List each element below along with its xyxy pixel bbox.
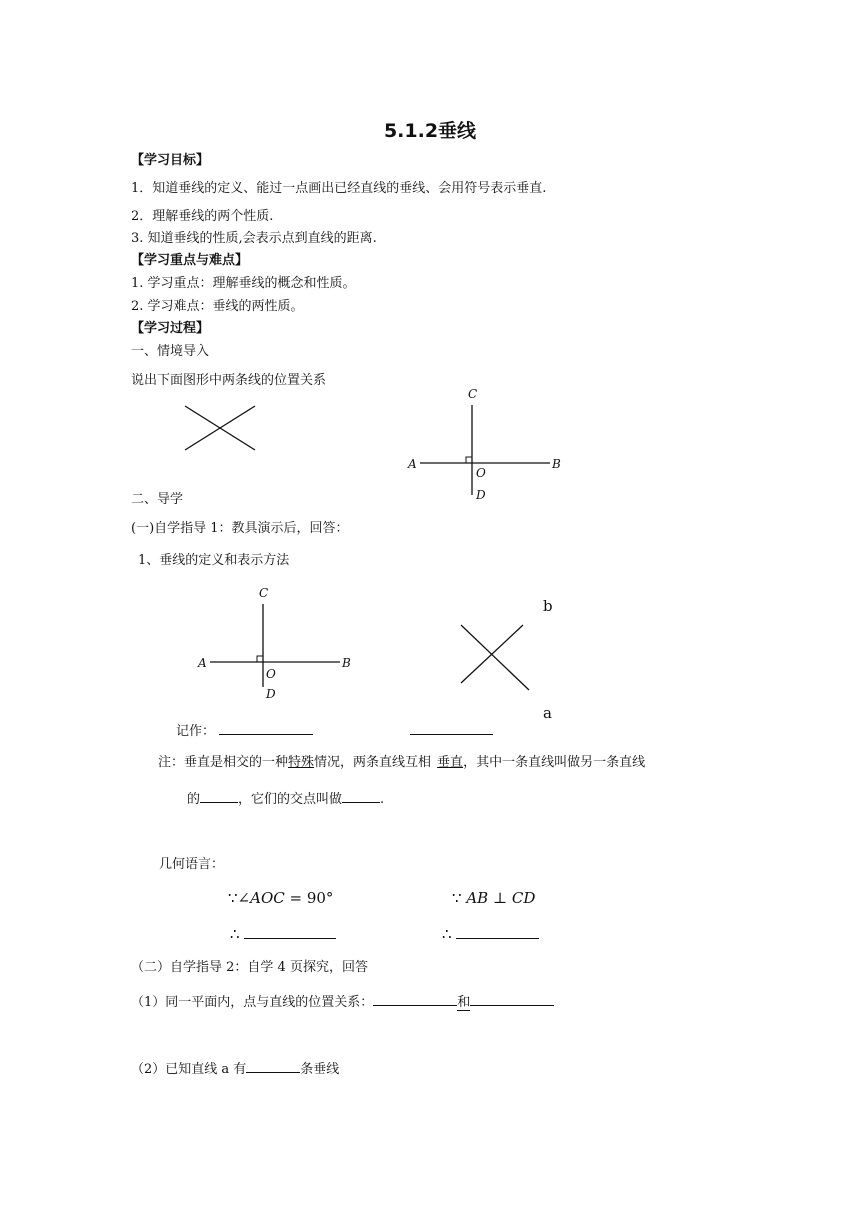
line-cd: CD [511,889,536,907]
question-2-prefix: （2）已知直线 a 有 [131,1062,247,1077]
note-prefix: 注：垂直是相交的一种 [158,755,289,770]
geometry-conclusion-1 [230,925,336,943]
label-line-a: a [543,704,552,722]
geometry-label: 几何语言： [159,857,225,872]
notation-blank-2[interactable] [410,722,493,735]
label-c: C [468,387,478,401]
because-symbol: ∵ [228,889,238,907]
note-line-1 [158,755,645,771]
key-point-item-1: 1. 学习重点：理解垂线的概念和性质。 [131,276,356,291]
perpendicular-figure-top [400,380,580,510]
geometry-statement-angle [228,889,333,907]
label-a: A [198,656,207,670]
line-ab: AB [466,889,489,907]
perpendicular-figure-bottom [195,582,365,707]
question-1-text: （1）同一平面内，点与直线的位置关系： [131,995,374,1010]
key-point-item-2: 2. 学习难点：垂线的两性质。 [131,299,304,314]
label-b: B [552,457,561,471]
item-definition: 1、垂线的定义和表示方法 [138,553,290,568]
note-suffix: ，其中一条直线叫做另一条直线 [463,755,646,770]
note-line2-c: . [380,792,385,807]
key-points-heading: 【学习重点与难点】 [131,253,249,268]
question-2-blank[interactable] [246,1060,300,1073]
objective-item-3: 3. 知道垂线的性质,会表示点到直线的距离. [131,231,377,246]
conclusion-blank-1[interactable] [244,926,336,939]
label-o: O [266,667,276,681]
objectives-heading: 【学习目标】 [131,153,210,168]
page-title: 5.1.2垂线 [383,120,477,142]
process-heading: 【学习过程】 [131,321,210,336]
question-1-blank-2[interactable] [470,993,554,1006]
geometry-conclusion-2 [442,925,539,943]
geometry-statement-perp [452,889,535,907]
conclusion-blank-2[interactable] [456,926,539,939]
crossing-lines-figure [180,400,260,456]
note-special: 特殊 [288,755,315,770]
notation-blank-1[interactable] [219,722,313,735]
section-intro: 一、情境导入 [131,344,210,359]
note-line2-b: ，它们的交点叫做 [238,792,343,807]
section-guide: 二、导学 [131,492,184,507]
question-1-blank-1[interactable] [373,993,457,1006]
note-mid: 情况，两条直线互相 [314,755,432,770]
note-blank-2[interactable] [342,790,380,803]
perp-symbol: ⊥ [488,889,512,907]
note-line-2 [187,790,384,808]
therefore-symbol: ∴ [230,925,240,943]
objective-item-1: 1．知道垂线的定义、能过一点画出已经直线的垂线、会用符号表示垂直. [131,181,547,196]
label-b: B [342,656,351,670]
label-o: O [476,466,486,480]
notation-row [176,722,313,740]
angle-name: AOC [250,889,285,907]
objective-item-2: 2．理解垂线的两个性质. [131,209,274,224]
angle-symbol: ∠ [237,889,251,907]
question-1-and: 和 [457,995,471,1010]
because-symbol: ∵ [452,889,462,907]
intro-prompt: 说出下面图形中两条线的位置关系 [131,373,327,388]
question-2 [131,1060,339,1078]
therefore-symbol: ∴ [442,925,452,943]
question-1 [131,993,554,1011]
angle-value: = 90° [284,889,334,907]
notation-label: 记作： [176,724,216,739]
guide-1-heading: (一)自学指导 1：教具演示后，回答： [131,521,349,536]
label-d: D [476,488,486,502]
label-d: D [266,687,276,701]
note-line2-a: 的 [187,792,201,807]
note-blank-1[interactable] [200,790,238,803]
label-line-b: b [543,597,553,615]
lines-a-b-figure [455,595,565,725]
question-2-suffix: 条垂线 [300,1062,340,1077]
guide-2-heading: （二）自学指导 2：自学 4 页探究，回答 [131,960,368,975]
label-c: C [259,586,269,600]
note-perpendicular: 垂直 [437,755,464,770]
label-a: A [408,457,417,471]
